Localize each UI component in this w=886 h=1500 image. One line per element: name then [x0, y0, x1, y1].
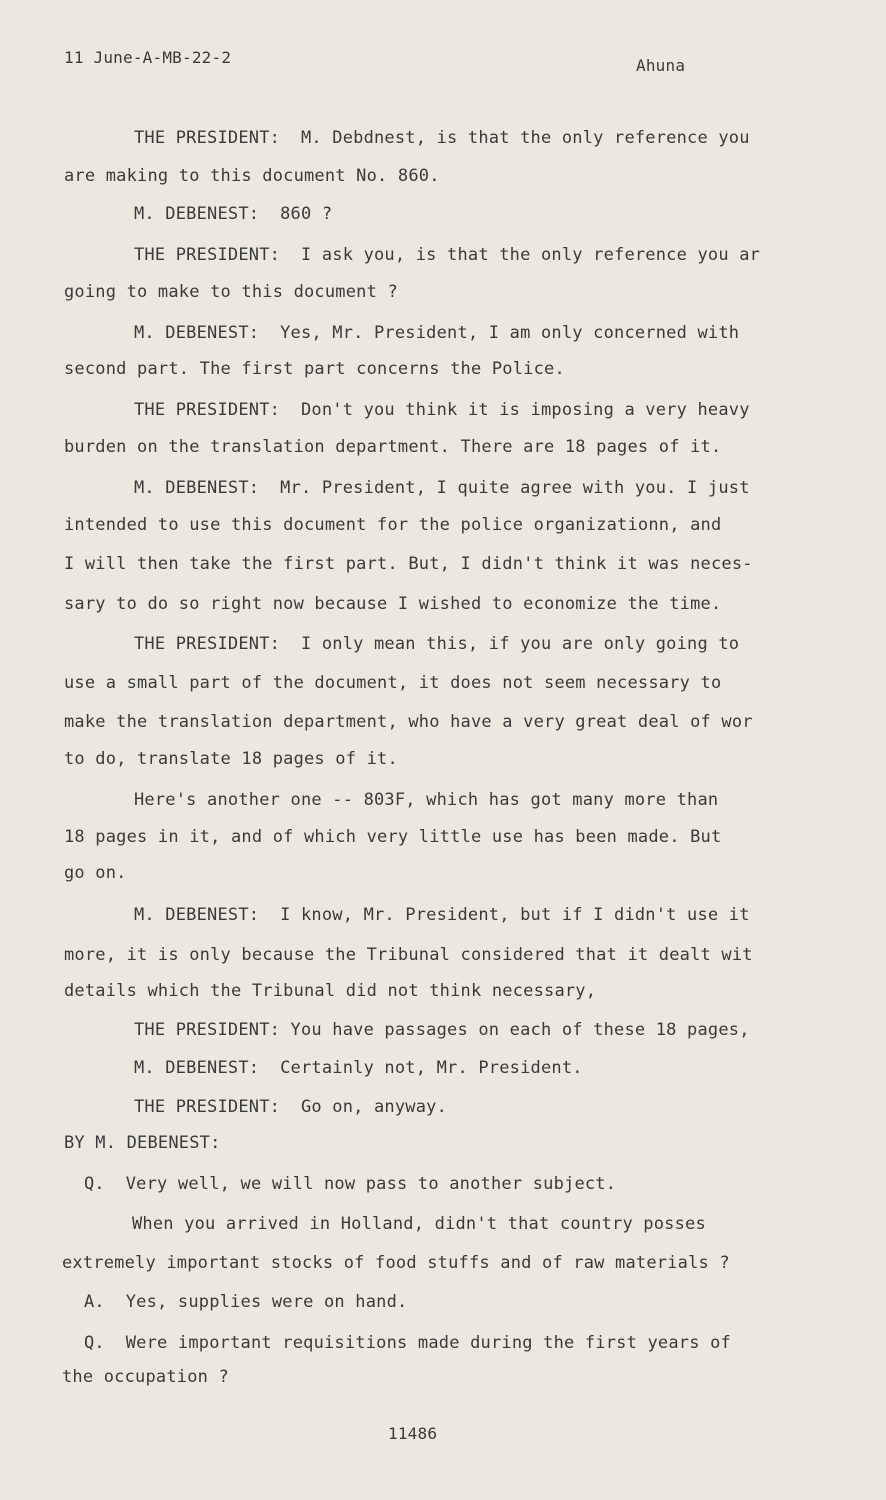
text-line: are making to this document No. 860. — [64, 166, 440, 186]
text-line: extremely important stocks of food stuffs and of raw materials ? — [62, 1253, 730, 1273]
text-line: intended to use this document for the police organizationn, and — [64, 515, 722, 535]
document-reference: 11 June-A-MB-22-2 — [64, 48, 232, 67]
text-line: use a small part of the document, it does not seem necessary to — [64, 673, 722, 693]
text-line: make the translation department, who have a very great deal of wor — [64, 712, 753, 732]
page-number: 11486 — [388, 1424, 438, 1443]
text-line: THE PRESIDENT: Don't you think it is imposing a very heavy — [134, 400, 750, 420]
text-line: M. DEBENEST: I know, Mr. President, but if I didn't use it — [134, 905, 750, 925]
text-line: M. DEBENEST: Certainly not, Mr. President. — [134, 1058, 583, 1078]
section-heading: BY M. DEBENEST: — [64, 1133, 221, 1153]
text-line: the occupation ? — [62, 1367, 229, 1387]
question-line: Q. Were important requisitions made during the first years of — [84, 1333, 731, 1353]
question-line: Q. Very well, we will now pass to another subject. — [84, 1174, 617, 1194]
text-line: I will then take the first part. But, I didn't think it was neces- — [64, 554, 753, 574]
reporter-name: Ahuna — [636, 56, 686, 75]
text-line: more, it is only because the Tribunal considered that it dealt wit — [64, 945, 753, 965]
text-line: When you arrived in Holland, didn't that country posses — [132, 1214, 706, 1234]
text-line: M. DEBENEST: 860 ? — [134, 204, 333, 224]
text-line: THE PRESIDENT: Go on, anyway. — [134, 1097, 448, 1117]
text-line: THE PRESIDENT: You have passages on each of these 18 pages, — [134, 1020, 750, 1040]
text-line: THE PRESIDENT: I only mean this, if you are only going to — [134, 634, 740, 654]
text-line: 18 pages in it, and of which very little use has been made. But — [64, 827, 722, 847]
text-line: burden on the translation department. There are 18 pages of it. — [64, 437, 722, 457]
text-line: go on. — [64, 863, 127, 883]
text-line: M. DEBENEST: Mr. President, I quite agree with you. I just — [134, 478, 750, 498]
text-line: sary to do so right now because I wished to economize the time. — [64, 594, 722, 614]
text-line: to do, translate 18 pages of it. — [64, 749, 398, 769]
text-line: details which the Tribunal did not think necessary, — [64, 981, 597, 1001]
text-line: second part. The first part concerns the Police. — [64, 359, 565, 379]
text-line: M. DEBENEST: Yes, Mr. President, I am only concerned with — [134, 323, 740, 343]
text-line: Here's another one -- 803F, which has got many more than — [134, 790, 719, 810]
text-line: THE PRESIDENT: I ask you, is that the only reference you ar — [134, 245, 761, 265]
text-line: going to make to this document ? — [64, 282, 398, 302]
text-line: THE PRESIDENT: M. Debdnest, is that the only reference you — [134, 128, 750, 148]
answer-line: A. Yes, supplies were on hand. — [84, 1292, 408, 1312]
